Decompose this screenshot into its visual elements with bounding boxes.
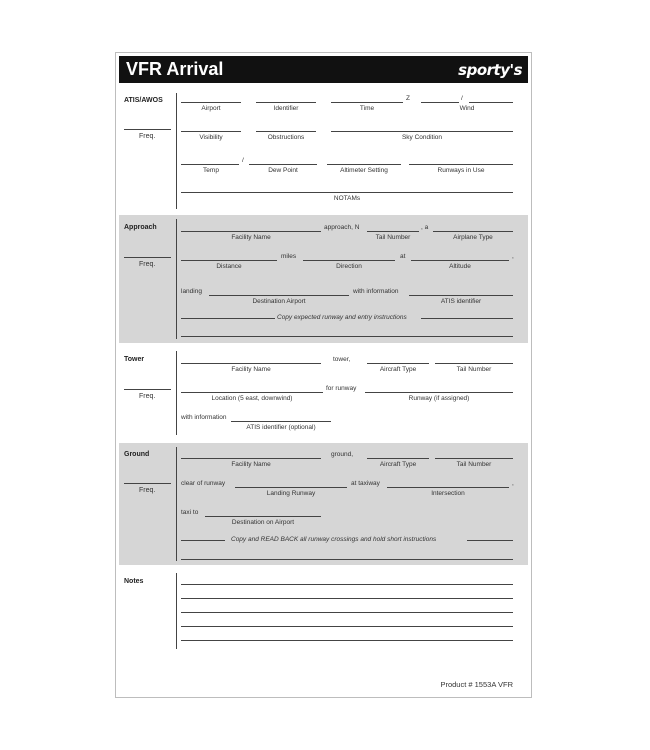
product-number: Product # 1553A VFR	[440, 680, 513, 689]
ground-intersection-caption: Intersection	[431, 490, 465, 497]
ground-facility-field[interactable]	[181, 458, 321, 459]
ground-label: Ground	[124, 451, 150, 458]
ground-tail-caption: Tail Number	[456, 461, 492, 468]
dew-point-caption: Dew Point	[268, 167, 298, 174]
wind-speed-field[interactable]	[469, 102, 513, 103]
approach-landing-text: landing	[181, 288, 202, 295]
ground-destination-caption: Destination on Airport	[231, 519, 295, 526]
sky-condition-field[interactable]	[331, 131, 513, 132]
sky-condition-caption: Sky Condition	[401, 134, 443, 141]
approach-destination-caption: Destination Airport	[252, 298, 306, 305]
tower-location-caption: Location (5 east, downwind)	[211, 395, 293, 402]
atis-divider	[176, 93, 177, 209]
approach-atis-field[interactable]	[409, 295, 513, 296]
atis-freq-label: Freq.	[139, 133, 156, 140]
wind-direction-field[interactable]	[421, 102, 459, 103]
wind-caption: Wind	[459, 105, 475, 112]
ground-destination-field[interactable]	[205, 516, 321, 517]
ground-taxiway-text: at taxiway	[351, 480, 380, 487]
tower-freq-label: Freq.	[139, 393, 156, 400]
tower-aircraft-type-field[interactable]	[367, 363, 429, 364]
temp-caption: Temp	[203, 167, 219, 174]
tower-divider	[176, 351, 177, 435]
approach-distance-caption: Distance	[216, 263, 242, 270]
altimeter-field[interactable]	[327, 164, 401, 165]
tower-aircraft-type-caption: Aircraft Type	[379, 366, 417, 373]
tower-atis-field[interactable]	[231, 421, 331, 422]
tower-runway-caption: Runway (if assigned)	[408, 395, 470, 402]
notes-section	[119, 569, 528, 653]
ground-aircraft-type-caption: Aircraft Type	[379, 461, 417, 468]
approach-altitude-field[interactable]	[411, 260, 509, 261]
ground-clear-text: clear of runway	[181, 480, 226, 487]
tower-location-field[interactable]	[181, 392, 323, 393]
visibility-caption: Visibility	[199, 134, 223, 141]
tower-section	[119, 347, 528, 439]
tower-tail-caption: Tail Number	[456, 366, 492, 373]
approach-divider	[176, 219, 177, 339]
notes-line[interactable]	[181, 584, 513, 585]
time-caption: Time	[359, 105, 375, 112]
approach-miles-text: miles	[281, 253, 297, 260]
approach-label: Approach	[124, 224, 157, 231]
notams-field[interactable]	[181, 192, 513, 193]
ground-instruction: Copy and READ BACK all runway crossings and hold short instructions	[231, 536, 437, 543]
form-header	[119, 56, 528, 83]
approach-section	[119, 215, 528, 343]
notes-line[interactable]	[181, 640, 513, 641]
time-field[interactable]	[331, 102, 403, 103]
obstructions-caption: Obstructions	[267, 134, 305, 141]
ground-divider	[176, 447, 177, 561]
ground-taxi-to-text: taxi to	[181, 509, 199, 516]
approach-altitude-caption: Altitude	[449, 263, 471, 270]
wind-slash: /	[461, 95, 463, 102]
approach-facility-field[interactable]	[181, 231, 321, 232]
approach-comma: ,	[512, 253, 514, 260]
notes-divider	[176, 573, 177, 649]
tower-text: tower,	[333, 356, 351, 363]
ground-instruction-line-left	[181, 540, 225, 541]
ground-instruction-line-right	[467, 540, 513, 541]
approach-instruction-line-right	[421, 318, 513, 319]
approach-a-text: , a	[421, 224, 429, 231]
atis-section	[119, 89, 528, 213]
ground-landing-runway-field[interactable]	[235, 487, 347, 488]
approach-instruction-line-left	[181, 318, 275, 319]
ground-intersection-field[interactable]	[387, 487, 509, 488]
atis-label: ATIS/AWOS	[124, 97, 163, 104]
notes-label: Notes	[124, 578, 144, 585]
brand-logo: sporty's	[458, 61, 522, 79]
visibility-field[interactable]	[181, 131, 241, 132]
ground-aircraft-type-field[interactable]	[367, 458, 429, 459]
tower-facility-field[interactable]	[181, 363, 321, 364]
approach-distance-field[interactable]	[181, 260, 277, 261]
tower-facility-caption: Facility Name	[231, 366, 271, 373]
approach-instruction-field[interactable]	[181, 336, 513, 337]
approach-freq-line[interactable]	[124, 257, 171, 258]
altimeter-caption: Altimeter Setting	[340, 167, 388, 174]
ground-text: ground,	[331, 451, 354, 458]
tower-label: Tower	[124, 356, 145, 363]
notes-line[interactable]	[181, 598, 513, 599]
runways-caption: Runways in Use	[437, 167, 485, 174]
tower-for-runway-text: for runway	[326, 385, 357, 392]
approach-destination-field[interactable]	[209, 295, 349, 296]
approach-instruction: Copy expected runway and entry instructions	[277, 314, 407, 321]
approach-tail-caption: Tail Number	[375, 234, 411, 241]
ground-freq-label: Freq.	[139, 487, 156, 494]
vfr-arrival-form	[115, 52, 532, 698]
atis-freq-line[interactable]	[124, 129, 171, 130]
ground-instruction-field[interactable]	[181, 559, 513, 560]
approach-at-text: at	[400, 253, 406, 260]
form-title: VFR Arrival	[126, 59, 224, 79]
airport-field[interactable]	[181, 102, 241, 103]
approach-facility-caption: Facility Name	[231, 234, 271, 241]
ground-section	[119, 443, 528, 565]
identifier-caption: Identifier	[273, 105, 299, 112]
tower-runway-field[interactable]	[365, 392, 513, 393]
zulu-marker: Z	[406, 95, 410, 102]
notes-line[interactable]	[181, 612, 513, 613]
approach-tail-field[interactable]	[367, 231, 419, 232]
airport-caption: Airport	[201, 105, 221, 112]
ground-comma: ,	[512, 480, 514, 487]
approach-type-field[interactable]	[433, 231, 513, 232]
approach-direction-field[interactable]	[303, 260, 395, 261]
tower-freq-line[interactable]	[124, 389, 171, 390]
temp-slash: /	[242, 157, 244, 164]
ground-freq-line[interactable]	[124, 483, 171, 484]
notes-line[interactable]	[181, 626, 513, 627]
dew-point-field[interactable]	[249, 164, 317, 165]
identifier-field[interactable]	[256, 102, 316, 103]
ground-facility-caption: Facility Name	[231, 461, 271, 468]
tower-atis-caption: ATIS identifier (optional)	[246, 424, 316, 431]
approach-direction-caption: Direction	[336, 263, 362, 270]
obstructions-field[interactable]	[256, 131, 316, 132]
tower-with-info-text: with information	[181, 414, 227, 421]
runways-field[interactable]	[409, 164, 513, 165]
ground-landing-runway-caption: Landing Runway	[266, 490, 316, 497]
approach-n-text: approach, N	[324, 224, 360, 231]
temp-field[interactable]	[181, 164, 239, 165]
approach-atis-caption: ATIS identifier	[440, 298, 482, 305]
ground-tail-field[interactable]	[435, 458, 513, 459]
approach-type-caption: Airplane Type	[453, 234, 493, 241]
notams-caption: NOTAMs	[333, 195, 361, 202]
approach-with-info-text: with information	[353, 288, 399, 295]
tower-tail-field[interactable]	[435, 363, 513, 364]
approach-freq-label: Freq.	[139, 261, 156, 268]
